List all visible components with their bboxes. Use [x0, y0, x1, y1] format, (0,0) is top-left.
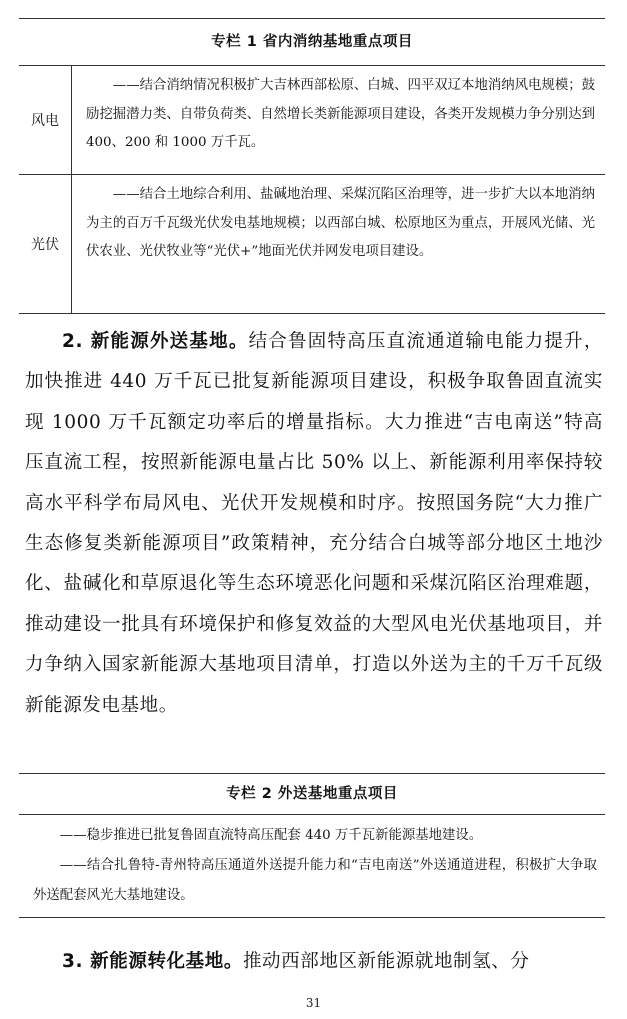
row-text-wind: ——结合消纳情况积极扩大吉林西部松原、白城、四平双辽本地消纳风电规模；鼓励挖掘潜力类、自带负荷类、自然增长类新能源项目建设，各类开发规模力争分别达到 400、200 和 1000 万千瓦。: [86, 78, 595, 150]
row-label-wind: 风电: [19, 66, 72, 174]
column-2-body: [19, 815, 605, 917]
row-text-solar: ——结合土地综合利用、盐碱地治理、采煤沉陷区治理等，进一步扩大以本地消纳为主的百万千瓦级光伏发电基地规模；以西部白城、松原地区为重点，开展风光储、光伏农业、光伏牧业等“光伏+”地面光伏并网发电项目建设。: [86, 187, 595, 259]
row-label-solar: 光伏: [19, 175, 72, 313]
column-2-item: ——稳步推进已批复鲁固直流特高压配套 440 万千瓦新能源基地建设。: [59, 828, 483, 843]
column-2-title: 专栏 2 外送基地重点项目: [19, 774, 605, 815]
paragraph-3: [25, 942, 603, 982]
paragraph-2: [25, 322, 603, 726]
column-2-item: ——结合扎鲁特-青州特高压通道外送提升能力和“吉电南送”外送通道进程，积极扩大争取外送配套风光大基地建设。: [33, 858, 597, 903]
paragraph-3-lead: 3. 新能源转化基地。: [62, 951, 243, 972]
paragraph-2-text: 结合鲁固特高压直流通道输电能力提升，加快推进 440 万千瓦已批复新能源项目建设，积极争取鲁固直流实现 1000 万千瓦额定功率后的增量指标。大力推进“吉电南送”特高压直流工程，按照新能源电量占比 50% 以上、新能源利用率保持较高水平科学布局风电、光伏开发规模和时序。按照国务院“大力推广生态修复类新能源项目”政策精神，充分结合白城等部分地区土地沙化、盐碱化和草原退化等生态环境恶化问题和采煤沉陷区治理难题，推动建设一批具有环境保护和修复效益的大型风电光伏基地项目，并力争纳入国家新能源大基地项目清单，打造以外送为主的千万千瓦级新能源发电基地。: [25, 331, 603, 716]
column-2-box: [19, 773, 605, 918]
paragraph-2-lead: 2. 新能源外送基地。: [62, 331, 249, 352]
paragraph-3-text: 推动西部地区新能源就地制氢、分: [242, 951, 530, 972]
column-1-box: [19, 18, 605, 314]
column-1-row-solar: [19, 175, 605, 313]
column-1-title: 专栏 1 省内消纳基地重点项目: [19, 19, 605, 66]
column-1-row-wind: [19, 66, 605, 175]
page-number: 31: [305, 996, 322, 1010]
